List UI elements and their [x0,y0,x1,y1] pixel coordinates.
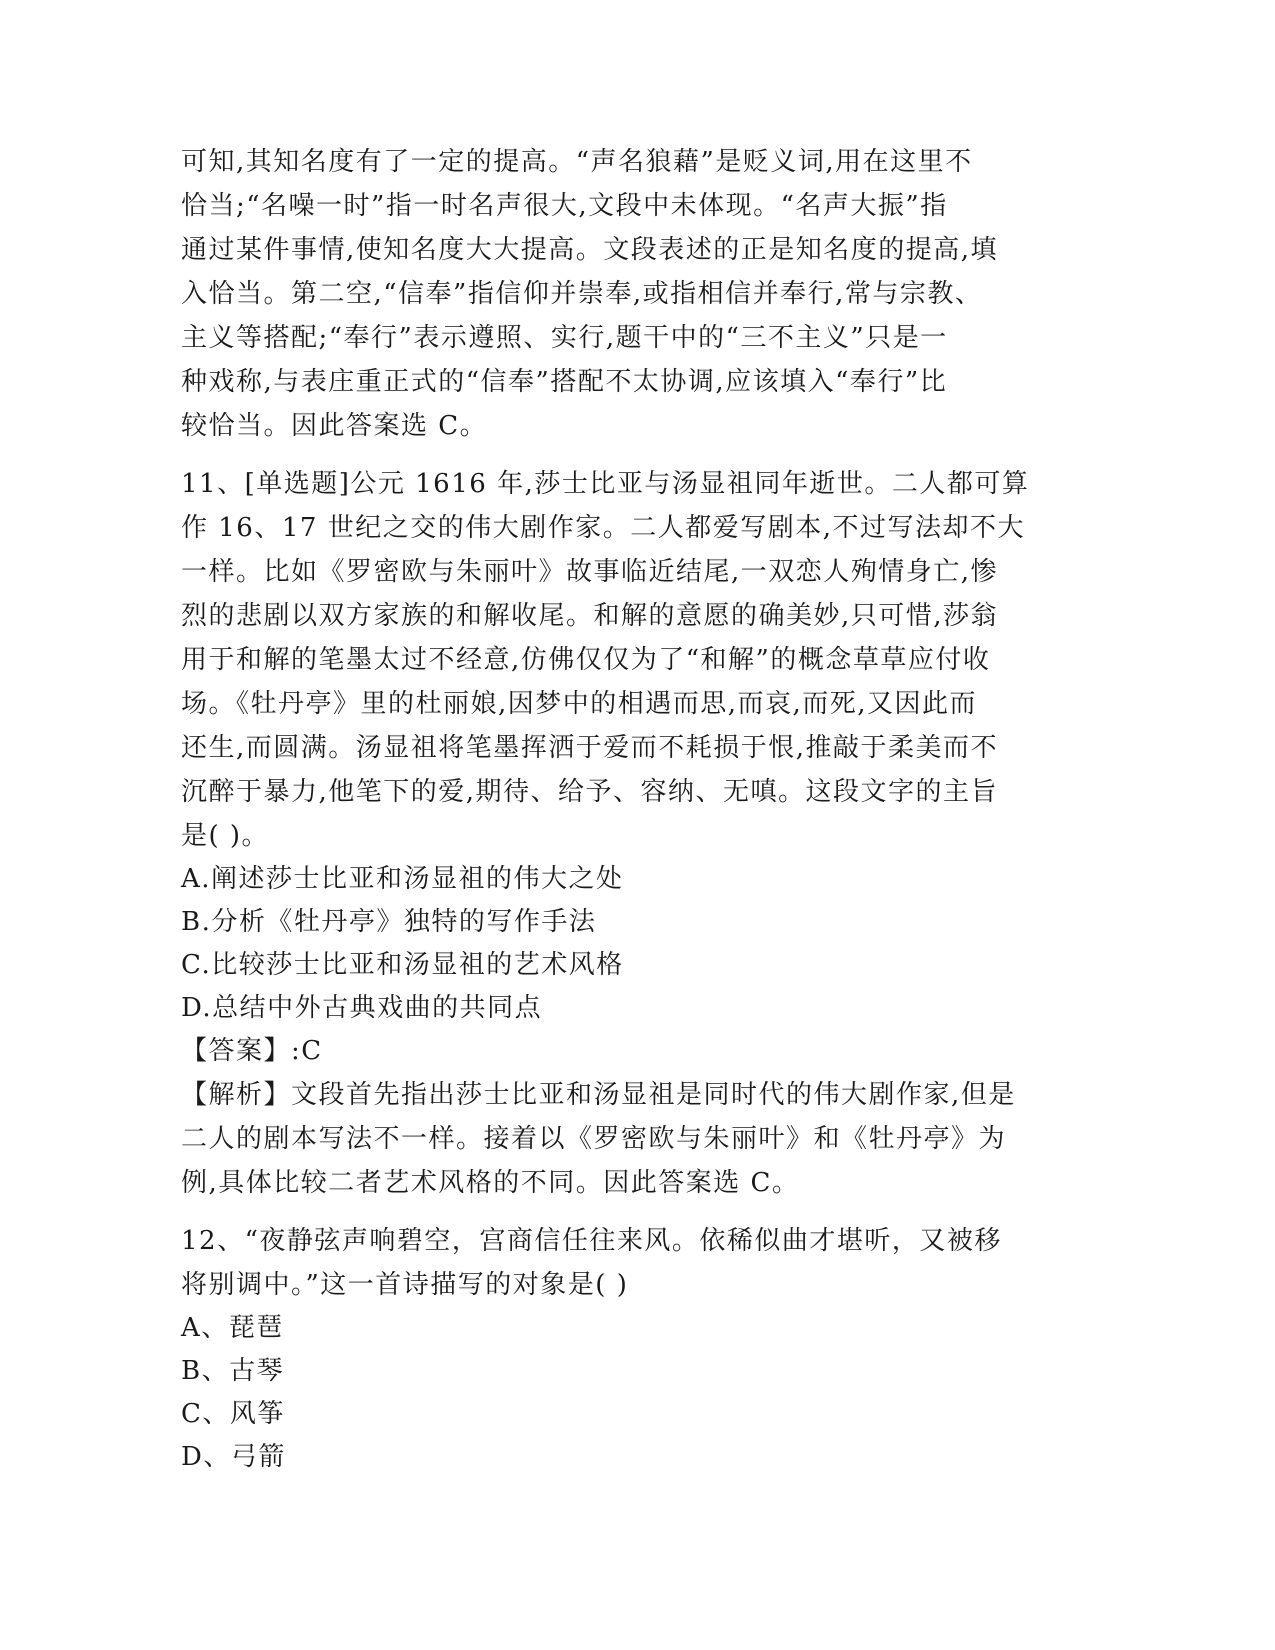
option-d: D.总结中外古典戏曲的共同点 [181,993,543,1023]
question-12 [181,1219,1071,1479]
document-page [181,140,1071,1479]
question-11 [181,462,1071,1205]
option-c: C、风筝 [181,1399,285,1429]
question-stem-line: 一样。比如《罗密欧与朱丽叶》故事临近结尾,一双恋人殉情身亡,惨 [181,557,999,587]
text-line: 较恰当。因此答案选 C。 [181,411,488,441]
text-line: 通过某件事情,使知名度大大提高。文段表述的正是知名度的提高,填 [181,235,999,265]
answer-line: 【答案】:C [181,1036,323,1066]
question-stem-line: 还生,而圆满。汤显祖将笔墨挥洒于爱而不耗损于恨,推敲于柔美而不 [181,733,999,763]
question-stem-line: 作 16、17 世纪之交的伟大剧作家。二人都爱写剧本,不过写法却不大 [181,513,1025,543]
text-line: 种戏称,与表庄重正式的“信奉”搭配不太协调,应该填入“奉行”比 [181,367,948,397]
question-stem-line: 烈的悲剧以双方家族的和解收尾。和解的意愿的确美妙,只可惜,莎翁 [181,601,999,631]
question-stem-line: 场。《牡丹亭》里的杜丽娘,因梦中的相遇而思,而哀,而死,又因此而 [181,689,978,719]
question-stem-line: 12、“夜静弦声响碧空，宫商信任往来风。依稀似曲才堪听，又被移 [181,1226,1002,1256]
text-line: 恰当;“名噪一时”指一时名声很大,文段中未体现。“名声大振”指 [181,191,948,221]
option-a: A、琵琶 [181,1313,284,1343]
option-b: B.分析《牡丹亭》独特的写作手法 [181,907,597,937]
question-stem-line: 用于和解的笔墨太过不经意,仿佛仅仅为了“和解”的概念草草应付收 [181,645,991,675]
analysis-line: 二人的剧本写法不一样。接着以《罗密欧与朱丽叶》和《牡丹亭》为 [181,1124,1007,1154]
option-c: C.比较莎士比亚和汤显祖的艺术风格 [181,950,624,980]
option-b: B、古琴 [181,1356,285,1386]
question-stem-line: 是( )。 [181,821,270,851]
text-line: 入恰当。第二空,“信奉”指信仰并崇奉,或指相信并奉行,常与宗教、 [181,279,983,309]
analysis-line: 【解析】文段首先指出莎士比亚和汤显祖是同时代的伟大剧作家,但是 [181,1080,1016,1110]
question-stem-line: 将别调中。”这一首诗描写的对象是( ) [181,1270,629,1300]
option-a: A.阐述莎士比亚和汤显祖的伟大之处 [181,864,624,894]
option-d: D、弓箭 [181,1442,286,1472]
explanation-continued [181,140,1071,448]
text-line: 可知,其知名度有了一定的提高。“声名狼藉”是贬义词,用在这里不 [181,147,973,177]
analysis-line: 例,具体比较二者艺术风格的不同。因此答案选 C。 [181,1168,800,1198]
question-stem-line: 11、[单选题]公元 1616 年,莎士比亚与汤显祖同年逝世。二人都可算 [181,469,1030,499]
text-line: 主义等搭配;“奉行”表示遵照、实行,题干中的“三不主义”只是一 [181,323,948,353]
question-stem-line: 沉醉于暴力,他笔下的爱,期待、给予、容纳、无嗔。这段文字的主旨 [181,777,999,807]
